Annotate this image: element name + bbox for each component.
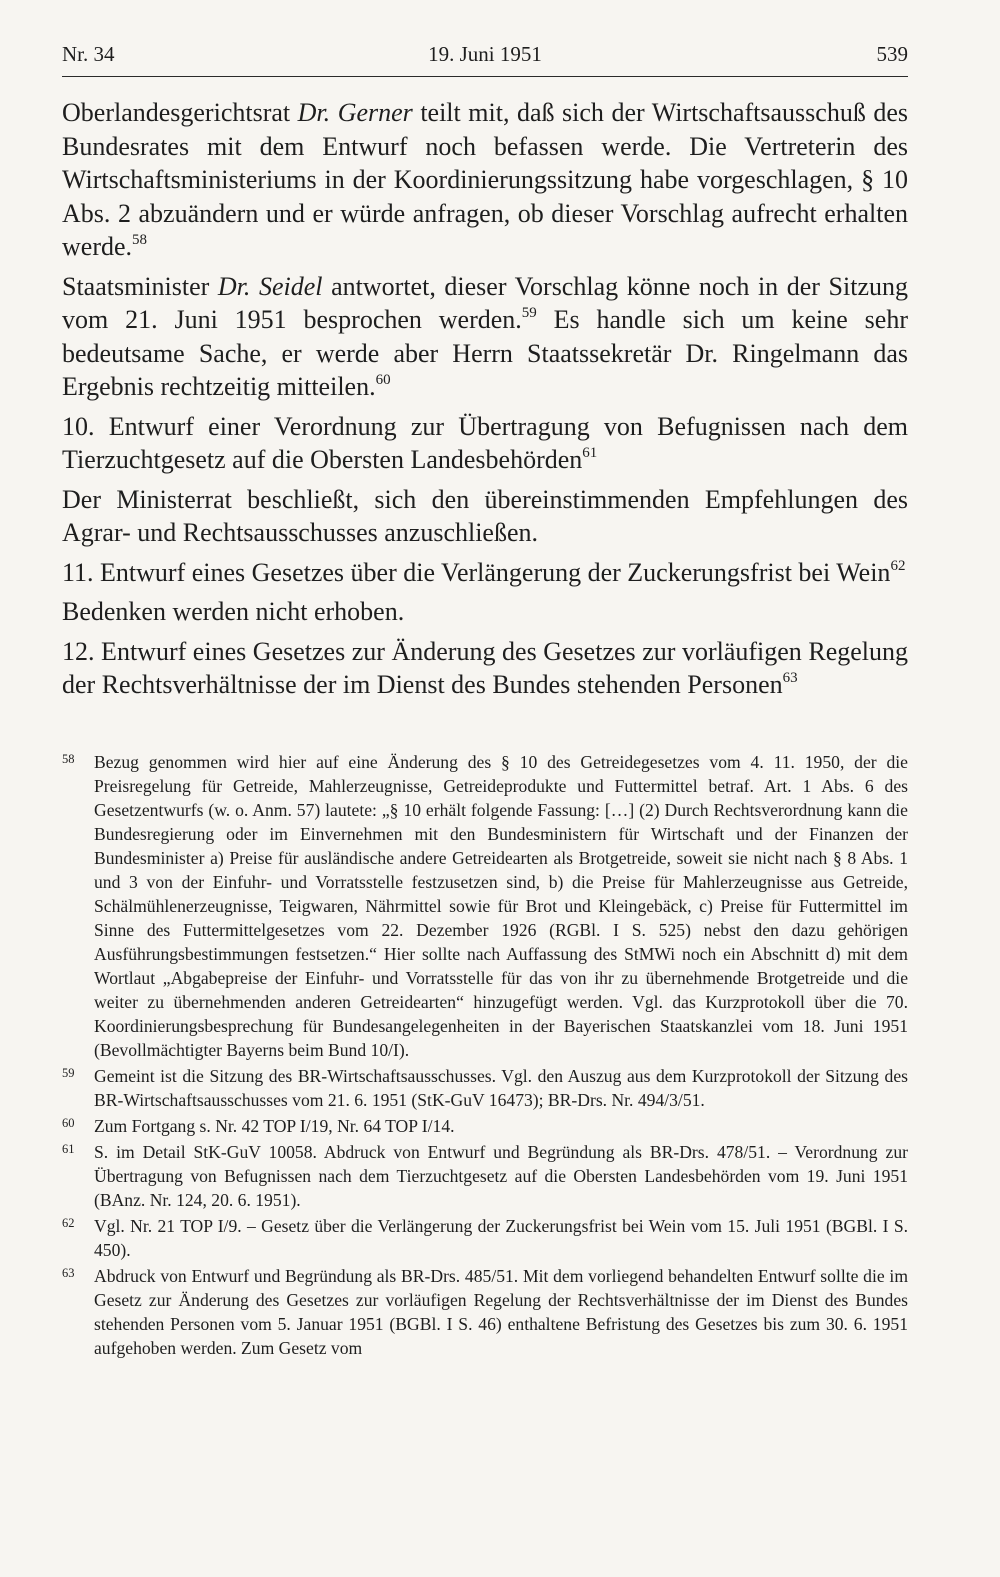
person-name-gerner: Dr. Gerner: [297, 98, 413, 127]
paragraph-gerner: [62, 96, 908, 264]
text-run: antwortet, dieser Vorschlag könne noch in der Sitzung vom 21. Juni 1951 besprochen werden.: [62, 271, 908, 334]
section-12-heading: [62, 635, 908, 702]
footnote-ref-60[interactable]: 60: [375, 372, 391, 388]
footnote-text: Vgl. Nr. 21 TOP I/9. – Gesetz über die Verlängerung der Zuckerungsfrist bei Wein vom 15. Juli 1951 (BGBl. I S. 450).: [94, 1216, 908, 1260]
section-title: 12. Entwurf eines Gesetzes zur Änderung des Gesetzes zur vorläufigen Regelung der Rechtsverhältnisse der im Dienst des Bundes stehenden Personen: [62, 636, 908, 699]
section-11-text: Bedenken werden nicht erhoben.: [62, 597, 405, 626]
footnote-text: Zum Fortgang s. Nr. 42 TOP I/19, Nr. 64 TOP I/14.: [94, 1116, 455, 1136]
section-11-heading: [62, 556, 908, 590]
section-10-text: Der Ministerrat beschließt, sich den übereinstimmenden Empfehlungen des Agrar- und Rechtsausschusses anzuschließen.: [62, 484, 908, 547]
footnote-ref-59[interactable]: 59: [521, 305, 537, 321]
person-name-seidel: Dr. Seidel: [217, 271, 323, 301]
section-10-heading: [62, 410, 908, 477]
footnote-58: [62, 750, 908, 1062]
footnote-number: 62: [62, 1216, 75, 1230]
footnote-ref-63[interactable]: 63: [782, 670, 798, 686]
section-title: 11. Entwurf eines Gesetzes über die Verlängerung der Zuckerungsfrist bei Wein: [62, 557, 891, 587]
footnote-text: Gemeint ist die Sitzung des BR-Wirtschaftsausschusses. Vgl. den Auszug aus dem Kurzprotokoll der Sitzung des BR-Wirtschaftsausschusses vom 21. 6. 1951 (StK-GuV 16473); BR-Drs. Nr. 494/3/51.: [94, 1066, 908, 1110]
text-run: Es handle sich um keine sehr bedeutsame Sache, er werde aber Herrn Staatssekretär Dr. Ringelmann das Ergebnis rechtzeitig mitteilen.: [62, 305, 908, 401]
footnote-62: [62, 1214, 908, 1262]
footnote-ref-61[interactable]: 61: [582, 445, 598, 461]
footnote-text: Bezug genommen wird hier auf eine Änderung des § 10 des Getreidegesetzes vom 4. 11. 1950, der die Preisregelung für Getreide, Mahlerzeugnisse, Getreideprodukte und Futtermittel betraf. Art. 1 Abs. 6 des Gesetzentwurfs (w. o. Anm. 57) lautete: „§ 10 erhält folgende Fassung: […] (2) Durch Rechtsverordnung kann die Bundesregierung oder im Einvernehmen mit den Bundesministern für Wirtschaft und der Finanzen der Bundesminister a) Preise für ausländische andere Getreidearten als Brotgetreide, soweit sie nicht nach § 8 Abs. 1 und 3 von der Einfuhr- und Vorratsstelle festzusetzen sind, b) die Preise für Mahlerzeugnisse aus Getreide, Schälmühlenerzeugnisse, Teigwaren, Nährmittel sowie für Brot und Kleingebäck, c) Preise für Futtermittel im Sinne des Futtermittelgesetzes vom 22. Dezember 1926 (RGBl. I S. 525) nebst den dazu gehörigen Ausführungsbestimmungen festsetzen.“ Hier sollte nach Auffassung des StMWi noch ein Abschnitt d) mit dem Wortlaut „Abgabepreise der Einfuhr- und Vorratsstelle für das von ihr zu übernehmende Brotgetreide und die weiter zu übernehmenden anderen Getreidearten“ hinzugefügt werden. Vgl. das Kurzprotokoll über die 70. Koordinierungsbesprechung für Bundesangelegenheiten in der Bayerischen Staatskanzlei vom 18. Juni 1951 (Bevollmächtigter Bayerns beim Bund 10/I).: [94, 752, 908, 1060]
footnote-number: 58: [62, 752, 75, 766]
footnote-ref-58[interactable]: 58: [132, 232, 148, 248]
text-run: Staatsminister: [62, 271, 218, 301]
footnote-61: [62, 1140, 908, 1212]
footnote-text: Abdruck von Entwurf und Begründung als BR-Drs. 485/51. Mit dem vorliegend behandelten Entwurf sollte die im Gesetz zur Änderung des Gesetzes zur vorläufigen Regelung der Rechtsverhältnisse der im Dienst des Bundes stehenden Personen vom 5. Januar 1951 (BGBl. I S. 46) enthaltene Befristung des Gesetzes bis zum 30. 6. 1951 aufgehoben werden. Zum Gesetz vom: [94, 1266, 908, 1358]
running-header: [62, 36, 908, 77]
main-text: [62, 96, 908, 708]
header-date: 19. Juni 1951: [428, 42, 542, 66]
text-run: Oberlandesgerichtsrat: [62, 98, 298, 127]
footnote-number: 59: [62, 1066, 75, 1080]
footnote-number: 61: [62, 1142, 75, 1156]
footnote-59: [62, 1064, 908, 1112]
footnote-63: [62, 1264, 908, 1360]
footnote-text: S. im Detail StK-GuV 10058. Abdruck von Entwurf und Begründung als BR-Drs. 478/51. – Verordnung zur Übertragung von Befugnissen nach dem Tierzuchtgesetz auf die Obersten Landesbehörden vom 19. Juni 1951 (BAnz. Nr. 124, 20. 6. 1951).: [94, 1142, 908, 1210]
footnote-60: [62, 1114, 908, 1138]
footnote-number: 63: [62, 1266, 75, 1280]
header-document-number: Nr. 34: [62, 42, 115, 66]
text-run: teilt mit, daß sich der Wirtschaftsausschuß des Bundesrates mit dem Entwurf noch befassen werde. Die Vertreterin des Wirtschaftsministeriums in der Koordinierungssitzung habe vorgeschlagen, § 10 Abs. 2 abzuändern und er würde anfragen, ob dieser Vorschlag aufrecht erhalten werde.: [62, 98, 909, 261]
paragraph-seidel: [62, 270, 908, 404]
footnotes: [62, 750, 908, 1362]
footnote-ref-62[interactable]: 62: [890, 557, 906, 574]
footnote-number: 60: [62, 1116, 75, 1130]
header-page-number: 539: [876, 42, 908, 66]
section-title: 10. Entwurf einer Verordnung zur Übertragung von Befugnissen nach dem Tierzuchtgesetz auf die Obersten Landesbehörden: [62, 411, 908, 474]
